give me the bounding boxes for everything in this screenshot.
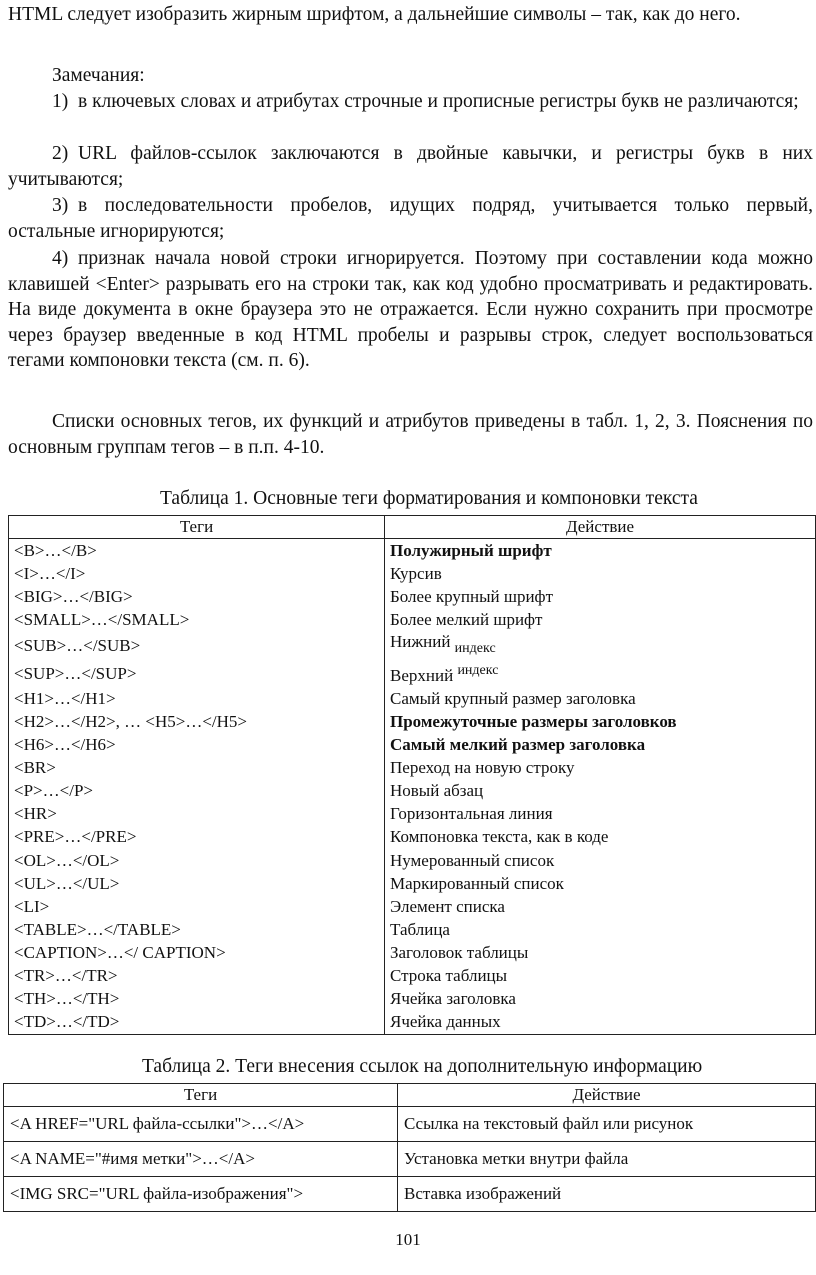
table-row — [9, 988, 816, 1011]
tag-cell: <H6>…</H6> — [9, 734, 385, 757]
action-cell: Ссылка на текстовый файл или рисунок — [398, 1107, 816, 1142]
table2-header-action: Действие — [398, 1084, 816, 1107]
tag-cell: <LI> — [9, 895, 385, 918]
table-row — [9, 872, 816, 895]
action-cell: Более крупный шрифт — [385, 585, 816, 608]
tag-cell: <I>…</I> — [9, 562, 385, 585]
table-row — [9, 918, 816, 941]
action-cell: Новый абзац — [385, 780, 816, 803]
table-row — [9, 608, 816, 631]
action-cell — [385, 660, 816, 687]
action-cell: Элемент списка — [385, 895, 816, 918]
table-row — [9, 895, 816, 918]
paragraph-lists: Списки основных тегов, их функций и атрибутов приведены в табл. 1, 2, 3. Пояснения по основным группам тегов – в п.п. 4-10. — [8, 411, 813, 458]
table-row — [9, 941, 816, 964]
table2-caption: Таблица 2. Теги внесения ссылок на дополнительную информацию — [142, 1056, 703, 1077]
table-row — [4, 1107, 816, 1142]
table-row — [9, 757, 816, 780]
tag-cell: <TABLE>…</TABLE> — [9, 918, 385, 941]
page-number: 101 — [395, 1230, 421, 1249]
tag-cell: <SUP>…</SUP> — [9, 660, 385, 687]
action-cell: Заголовок таблицы — [385, 941, 816, 964]
action-cell: Маркированный список — [385, 872, 816, 895]
tag-cell: <BR> — [9, 757, 385, 780]
note-1: 1) в ключевых словах и атрибутах строчные и прописные регистры букв не различаются; — [52, 91, 799, 112]
table2-header-row — [4, 1084, 816, 1107]
table-row — [9, 965, 816, 988]
action-cell: Более мелкий шрифт — [385, 608, 816, 631]
table-row — [9, 710, 816, 733]
table-row — [9, 849, 816, 872]
tag-cell: <HR> — [9, 803, 385, 826]
action-cell: Самый крупный размер заголовка — [385, 687, 816, 710]
tag-cell: <TD>…</TD> — [9, 1011, 385, 1035]
tag-cell: <A NAME="#имя метки">…</A> — [4, 1142, 398, 1177]
subscript-text: индекс — [454, 641, 496, 657]
table-row — [9, 687, 816, 710]
table-row — [4, 1177, 816, 1212]
tag-cell: <CAPTION>…</ CAPTION> — [9, 941, 385, 964]
action-cell: Строка таблицы — [385, 965, 816, 988]
action-cell: Вставка изображений — [398, 1177, 816, 1212]
tag-cell: <IMG SRC="URL файла-изображения"> — [4, 1177, 398, 1212]
notes-title: Замечания: — [52, 65, 145, 86]
action-cell: Установка метки внутри файла — [398, 1142, 816, 1177]
tag-cell: <TR>…</TR> — [9, 965, 385, 988]
table1-header-row — [9, 516, 816, 539]
tag-cell: <P>…</P> — [9, 780, 385, 803]
tag-cell: <UL>…</UL> — [9, 872, 385, 895]
table2-header-tags: Теги — [4, 1084, 398, 1107]
table-row — [9, 631, 816, 660]
tag-cell: <A HREF="URL файла-ссылки">…</A> — [4, 1107, 398, 1142]
action-cell: Нумерованный список — [385, 849, 816, 872]
action-cell — [385, 631, 816, 660]
table-row — [9, 803, 816, 826]
note-2: 2) URL файлов-ссылок заключаются в двойные кавычки, и регистры букв в них учитываются; — [8, 143, 813, 190]
action-cell: Полужирный шрифт — [385, 539, 816, 563]
table-row — [9, 660, 816, 687]
action-text: Верхний — [390, 666, 454, 686]
table-row — [9, 539, 816, 563]
table1-caption: Таблица 1. Основные теги форматирования и компоновки текста — [160, 488, 698, 509]
table1-header-action: Действие — [385, 516, 816, 539]
tag-cell: <BIG>…</BIG> — [9, 585, 385, 608]
action-cell: Компоновка текста, как в коде — [385, 826, 816, 849]
tag-cell: <H1>…</H1> — [9, 687, 385, 710]
action-cell: Промежуточные размеры заголовков — [385, 710, 816, 733]
table-row — [9, 734, 816, 757]
tag-cell: <PRE>…</PRE> — [9, 826, 385, 849]
action-cell: Горизонтальная линия — [385, 803, 816, 826]
action-text: Нижний — [390, 632, 451, 652]
table-row — [9, 780, 816, 803]
superscript-text: индекс — [457, 663, 499, 679]
action-cell: Самый мелкий размер заголовка — [385, 734, 816, 757]
action-cell: Курсив — [385, 562, 816, 585]
paragraph-intro: HTML следует изобразить жирным шрифтом, а дальнейшие символы – так, как до него. — [8, 4, 741, 25]
tag-cell: <TH>…</TH> — [9, 988, 385, 1011]
tag-cell: <B>…</B> — [9, 539, 385, 563]
action-cell: Ячейка заголовка — [385, 988, 816, 1011]
note-4: 4) признак начала новой строки игнорируется. Поэтому при составлении кода можно клавишей <Enter> разрывать его на строки так, как код удобно просматривать и редактировать. На виде документа в окне браузера это не отражается. Если нужно сохранить при просмотре через браузер введенные в код HTML пробелы и разрывы строк, следует воспользоваться тегами компоновки текста (см. п. 6). — [8, 248, 813, 372]
table-row — [4, 1142, 816, 1177]
note-3: 3) в последовательности пробелов, идущих подряд, учитывается только первый, остальные игнорируются; — [8, 195, 813, 242]
table-row — [9, 826, 816, 849]
action-cell: Таблица — [385, 918, 816, 941]
table-link-tags — [3, 1083, 816, 1212]
tag-cell: <OL>…</OL> — [9, 849, 385, 872]
action-cell: Переход на новую строку — [385, 757, 816, 780]
tag-cell: <SUB>…</SUB> — [9, 631, 385, 660]
table-row — [9, 1011, 816, 1035]
table1-header-tags: Теги — [9, 516, 385, 539]
table-formatting-tags — [8, 515, 816, 1035]
action-cell: Ячейка данных — [385, 1011, 816, 1035]
tag-cell: <SMALL>…</SMALL> — [9, 608, 385, 631]
tag-cell: <H2>…</H2>, … <H5>…</H5> — [9, 710, 385, 733]
table-row — [9, 585, 816, 608]
table-row — [9, 562, 816, 585]
